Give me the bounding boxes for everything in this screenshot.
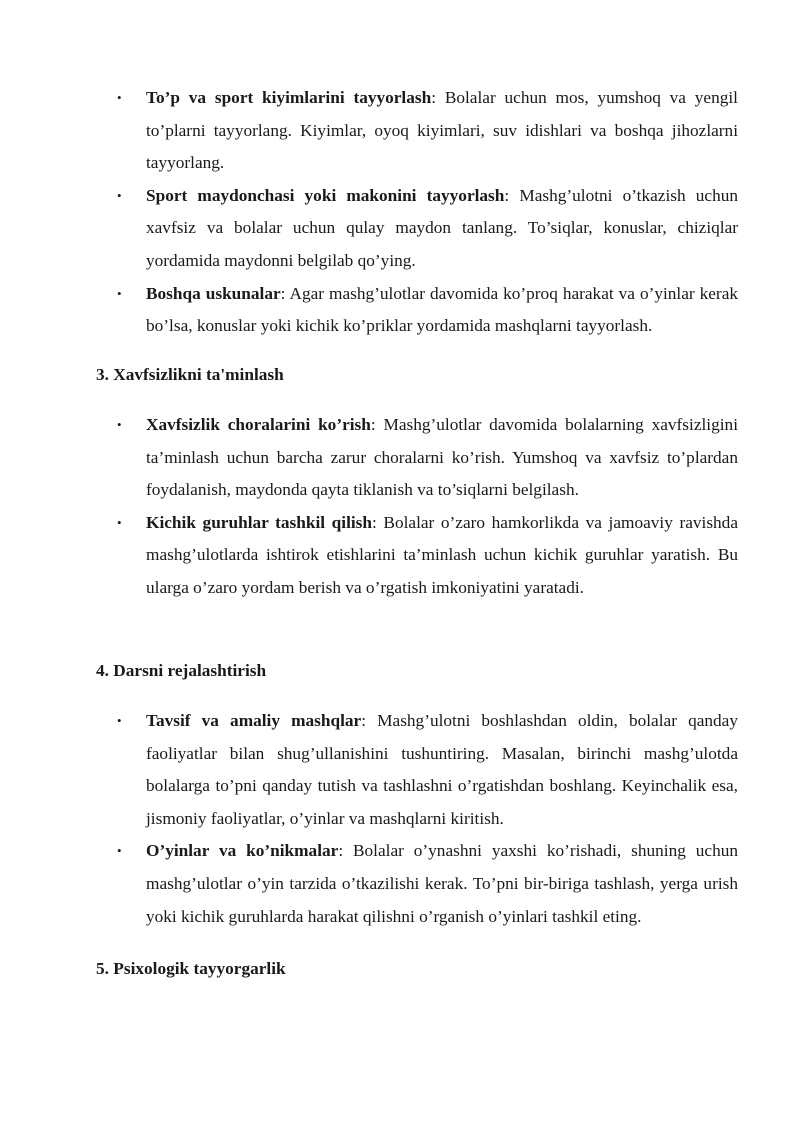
item-term: Tavsif va amaliy mashqlar: [146, 711, 362, 730]
item-text: : Mashg’ulotni o’tkazish uchun xavfsiz va bolalar uchun qulay maydon tanlang. To’siqlar, konuslar, chiziqlar yordamida maydonni belgilab qo’ying.: [146, 185, 738, 270]
list-item: [0, 705, 800, 835]
bullet-icon: •: [117, 713, 122, 728]
list-item: [0, 835, 800, 933]
list-item: [0, 409, 800, 507]
item-text: : Bolalar uchun mos, yumshoq va yengil to’plarni tayyorlang. Kiyimlar, oyoq kiyimlari, suv idishlari va boshqa jihozlarni tayyorlang.: [146, 88, 738, 173]
item-term: Kichik guruhlar tashkil qilish: [146, 512, 373, 532]
item-term: Boshqa uskunalar: [146, 283, 281, 303]
bullet-icon: •: [117, 90, 122, 105]
item-text: : Bolalar o’ynashni yaxshi ko’rishadi, shuning uchun mashg’ulotlar o’yin tarzida o’tkazilishi kerak. To’pni bir-biriga tashlash, yerga urish yoki kichik guruhlarda harakat qilishni o’rganish o’yinlari tashkil eting.: [146, 841, 738, 926]
list-item: [0, 180, 800, 278]
section-heading-5: 5. Psixologik tayyorgarlik: [96, 959, 286, 978]
section-heading-4: 4. Darsni rejalashtirish: [96, 661, 267, 680]
item-term: O’yinlar va ko’nikmalar: [146, 841, 339, 861]
bullet-icon: •: [117, 514, 122, 530]
item-term: Xavfsizlik choralarini ko’rish: [146, 415, 371, 434]
section-heading-3: 3. Xavfsizlikni ta'minlash: [96, 365, 284, 384]
list-item: [0, 507, 800, 605]
item-term: To’p va sport kiyimlarini tayyorlash: [146, 88, 432, 107]
list-item: [0, 278, 800, 343]
item-text: : Bolalar o’zaro hamkorlikda va jamoaviy ravishda mashg’ulotlarda ishtirok etishlarini ta’minlash uchun kichik guruhlar yaratish. Bu ularga o’zaro yordam berish va o’rgatish imkoniyatini yaratadi.: [146, 512, 738, 597]
bullet-list-planning: [0, 705, 800, 933]
bullet-icon: •: [117, 285, 122, 301]
list-item: [0, 82, 800, 180]
item-term: Sport maydonchasi yoki makonini tayyorlash: [146, 185, 505, 205]
bullet-list-preparation: [0, 82, 800, 343]
bullet-list-safety: [0, 409, 800, 605]
bullet-icon: •: [117, 843, 122, 859]
item-text: : Mashg’ulotni boshlashdan oldin, bolalar qanday faoliyatlar bilan shug’ullanishini tushuntiring. Masalan, birinchi mashg’ulotda bolalarga to’pni qanday tutish va tashlashni o’rgatishdan boshlang. Keyinchalik esa, jismoniy faoliyatlar, o’yinlar va mashqlarni kiritish.: [146, 711, 738, 828]
item-text: : Mashg’ulotlar davomida bolalarning xavfsizligini ta’minlash uchun barcha zarur choralarni ko’rish. Yumshoq va xavfsiz to’plardan foydalanish, maydonda qayta tiklanish va to’siqlarni belgilash.: [146, 415, 738, 500]
bullet-icon: •: [117, 417, 122, 432]
item-text: : Agar mashg’ulotlar davomida ko’proq harakat va o’yinlar kerak bo’lsa, konuslar yoki kichik ko’priklar yordamida mashqlarni tayyorlash.: [146, 283, 739, 336]
bullet-icon: •: [117, 187, 122, 203]
